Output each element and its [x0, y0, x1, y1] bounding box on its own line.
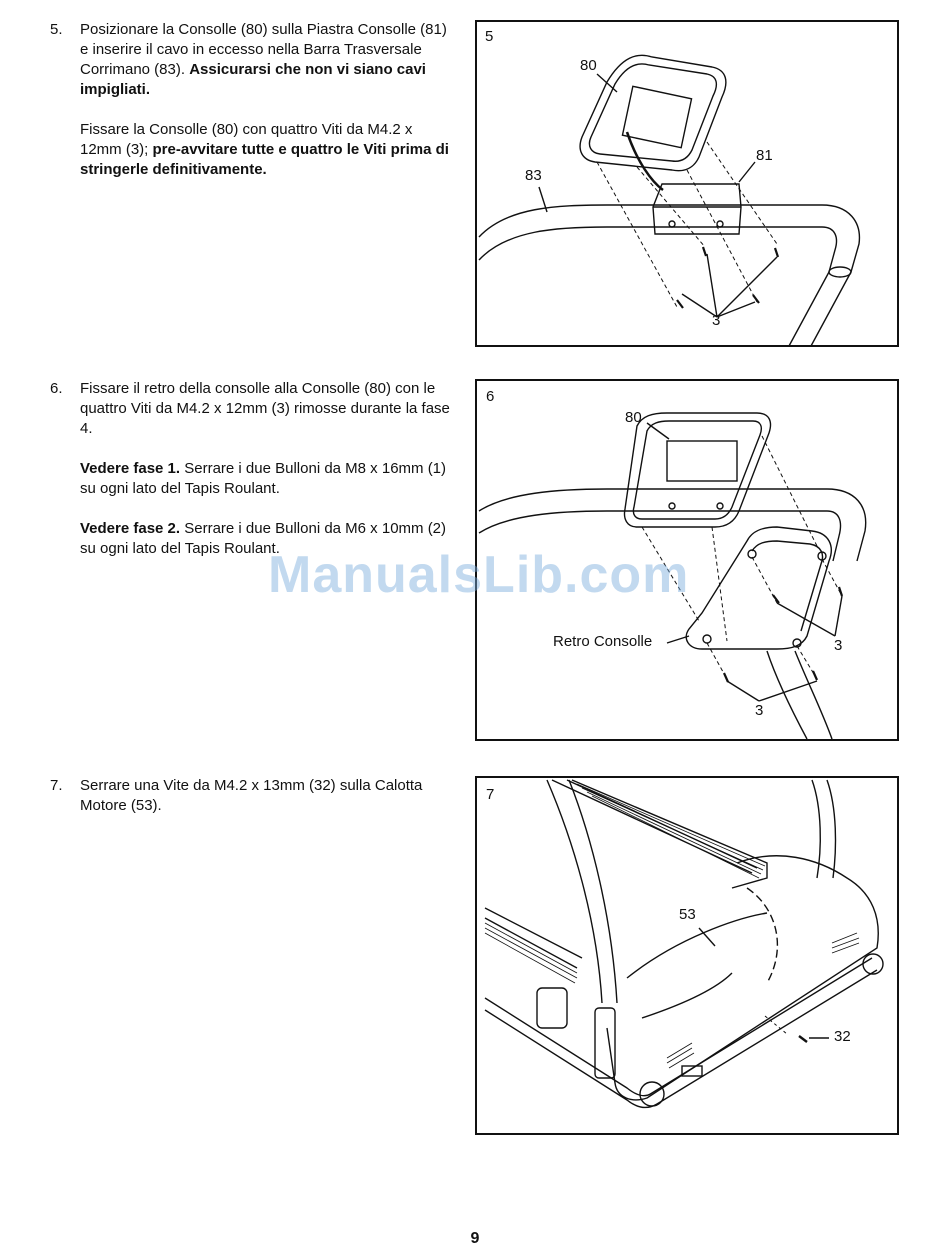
callout-label: 80 — [580, 57, 597, 74]
figure-step-7 — [475, 776, 899, 1135]
callout-label: Retro Consolle — [553, 633, 653, 650]
callout-label: 3 — [755, 702, 764, 719]
watermark: ManualsLib.com — [268, 546, 690, 604]
step-paragraph: Vedere fase 2. Serrare i due Bulloni da M6 x 10mm (2) su ogni lato del Tapis Roulant. — [80, 520, 447, 557]
step-paragraph: Vedere fase 1. Serrare i due Bulloni da M8 x 16mm (1) su ogni lato del Tapis Roulant. — [80, 460, 447, 497]
callout-label: 3 — [712, 312, 721, 329]
callout-label: 53 — [679, 906, 696, 923]
step-5-text — [50, 20, 450, 200]
figure-step-5 — [475, 20, 899, 347]
step-paragraph: Fissare la Consolle (80) con quattro Viti da M4.2 x 12mm (3); pre-avvitare tutte e quattro le Viti prima di stringerle definitivamente. — [80, 121, 449, 178]
callout-label: 3 — [834, 637, 843, 654]
step-paragraph: Serrare una Vite da M4.2 x 13mm (32) sulla Calotta Motore (53). — [80, 777, 423, 814]
callout-label: 81 — [756, 147, 773, 164]
figure-number: 7 — [486, 786, 495, 803]
figure-5-illustration — [477, 22, 901, 349]
step-paragraph: Posizionare la Consolle (80) sulla Piastra Consolle (81) e inserire il cavo in eccesso nella Barra Trasversale Corrimano (83). Assicurarsi che non vi siano cavi impigliati. — [80, 21, 447, 98]
step-number: 6. — [50, 380, 63, 397]
step-number: 7. — [50, 777, 63, 794]
figure-7-illustration — [477, 778, 901, 1137]
callout-label: 32 — [834, 1028, 851, 1045]
step-7-text — [50, 776, 450, 836]
page-number: 9 — [470, 1230, 480, 1247]
step-paragraph: Fissare il retro della consolle alla Consolle (80) con le quattro Viti da M4.2 x 12mm (3) rimosse durante la fase 4. — [80, 380, 450, 437]
callout-label: 83 — [525, 167, 542, 184]
figure-number: 5 — [485, 28, 494, 45]
figure-number: 6 — [486, 388, 495, 405]
callout-label: 80 — [625, 409, 642, 426]
step-number: 5. — [50, 21, 63, 38]
